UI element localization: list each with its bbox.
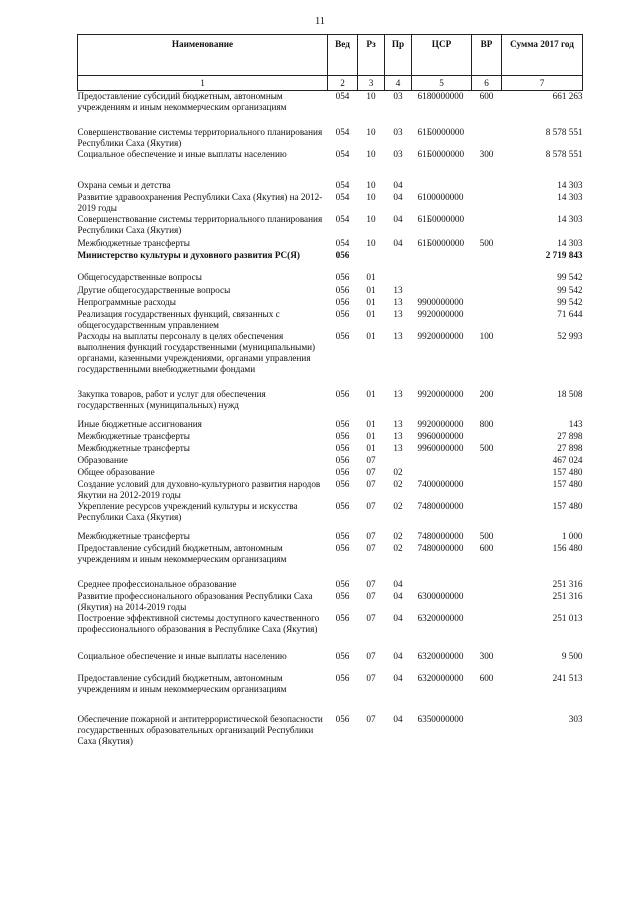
cell-rz: 10 (366, 237, 376, 248)
cell-name: Создание условий для духовно-культурного развития народов Якутии на 2012-2019 годы (77, 478, 321, 500)
column-number: 6 (472, 76, 502, 91)
cell-rz: 10 (366, 91, 376, 101)
cell-rz: 01 (366, 330, 376, 341)
cell-ved: 056 (335, 249, 350, 260)
cell-pr: 13 (393, 418, 403, 429)
cell-pr: 04 (393, 213, 403, 224)
cell-ved: 056 (335, 388, 350, 399)
cell-name: Предоставление субсидий бюджетным, автономным учреждениям и иным некоммерческим организациям (77, 91, 287, 112)
cell-rz: 07 (366, 466, 376, 477)
table-row (78, 214, 583, 238)
table-body (78, 91, 583, 759)
cell-vr: 600 (479, 542, 494, 553)
cell-name: Построение эффективной системы доступного качественного профессионального образования в Республике Саха (Якутия) (77, 612, 320, 634)
cell-sum: 52 993 (557, 330, 583, 341)
cell-csr: 9920000000 (417, 308, 464, 319)
cell-vr: 600 (479, 91, 494, 101)
table-row (78, 443, 583, 455)
cell-csr: 9900000000 (417, 296, 464, 307)
cell-name: Межбюджетные трансферты (77, 237, 190, 248)
cell-vr (472, 613, 502, 651)
cell-pr (385, 250, 412, 272)
cell-csr (412, 455, 472, 467)
table-row (78, 297, 583, 309)
cell-vr (472, 309, 502, 331)
cell-ved: 056 (335, 308, 350, 319)
cell-ved: 054 (335, 213, 350, 224)
page-number: 11 (314, 16, 326, 27)
table-row (78, 591, 583, 613)
cell-csr (412, 272, 472, 285)
cell-csr: 6100000000 (417, 191, 464, 202)
table-row (78, 455, 583, 467)
cell-csr: 6320000000 (417, 612, 464, 623)
table-row (78, 543, 583, 579)
table-header (78, 35, 583, 91)
cell-sum: 251 013 (552, 612, 583, 623)
cell-sum: 157 480 (552, 478, 583, 489)
cell-name: Межбюджетные трансферты (77, 430, 190, 441)
header-ved: Вед (328, 35, 358, 76)
column-number: 4 (385, 76, 412, 91)
cell-rz: 07 (366, 612, 376, 623)
cell-pr: 02 (393, 530, 403, 541)
cell-ved: 056 (335, 530, 350, 541)
cell-rz: 07 (366, 650, 376, 661)
cell-ved: 054 (335, 191, 350, 202)
cell-ved: 054 (335, 179, 350, 190)
cell-pr: 13 (393, 330, 403, 341)
cell-rz: 01 (366, 308, 376, 319)
cell-name: Межбюджетные трансферты (77, 442, 190, 453)
cell-vr: 500 (479, 530, 494, 541)
header-name: Наименование (78, 35, 328, 76)
cell-rz: 10 (366, 191, 376, 202)
cell-rz: 07 (366, 672, 376, 683)
cell-name: Общегосударственные вопросы (77, 271, 202, 282)
cell-ved: 054 (335, 148, 350, 159)
cell-vr (472, 467, 502, 479)
cell-csr: 9920000000 (417, 388, 464, 399)
cell-csr: 61Б0000000 (417, 213, 465, 224)
cell-ved: 056 (335, 296, 350, 307)
cell-rz: 01 (366, 388, 376, 399)
table-row (78, 272, 583, 285)
cell-vr (472, 591, 502, 613)
cell-sum: 157 480 (552, 500, 583, 511)
table-row (78, 127, 583, 149)
cell-sum: 2 719 843 (545, 249, 583, 260)
cell-sum: 18 508 (557, 388, 583, 399)
column-number: 1 (78, 76, 328, 91)
cell-pr: 04 (393, 650, 403, 661)
cell-sum: 9 500 (561, 650, 583, 661)
column-number: 7 (502, 76, 583, 91)
cell-vr: 100 (479, 330, 494, 341)
cell-pr: 13 (393, 284, 403, 295)
table-row (78, 579, 583, 591)
cell-pr: 04 (393, 578, 403, 589)
cell-csr: 7480000000 (417, 500, 464, 511)
cell-vr (472, 272, 502, 285)
cell-sum: 99 542 (557, 296, 583, 307)
table-row (78, 651, 583, 673)
cell-name: Расходы на выплаты персоналу в целях обеспечения выполнения функций государственными (муниципальными) органами, казенными учреждениями, органами управления государственными внебюджетными фондами (77, 330, 316, 374)
cell-csr: 6300000000 (417, 590, 464, 601)
cell-name: Обеспечение пожарной и антитеррористической безопасности государственных образовательных организаций Республики Саха (Якутия) (77, 713, 323, 746)
cell-pr: 02 (393, 542, 403, 553)
cell-vr (472, 714, 502, 759)
cell-name: Укрепление ресурсов учреждений культуры и искусства Республики Саха (Якутия) (77, 500, 298, 522)
cell-sum: 14 303 (557, 237, 583, 248)
cell-ved: 056 (335, 590, 350, 601)
cell-csr: 9960000000 (417, 442, 464, 453)
cell-ved: 056 (335, 672, 350, 683)
table-row (78, 309, 583, 331)
cell-pr: 13 (393, 308, 403, 319)
cell-csr: 9960000000 (417, 430, 464, 441)
cell-vr (472, 127, 502, 149)
table-row (78, 531, 583, 543)
cell-pr: 04 (393, 672, 403, 683)
cell-vr: 300 (479, 148, 494, 159)
cell-vr (472, 180, 502, 192)
cell-sum: 303 (568, 713, 583, 724)
cell-rz: 07 (366, 713, 376, 724)
cell-ved: 054 (335, 91, 350, 101)
cell-ved: 056 (335, 418, 350, 429)
cell-vr: 800 (479, 418, 494, 429)
cell-name: Образование (77, 454, 128, 465)
cell-csr: 9920000000 (417, 330, 464, 341)
cell-ved: 056 (335, 713, 350, 724)
cell-name: Развитие профессионального образования Республики Саха (Якутия) на 2014-2019 годы (77, 590, 313, 612)
header-pr: Пр (385, 35, 412, 76)
table-row (78, 192, 583, 214)
cell-ved: 056 (335, 650, 350, 661)
cell-ved: 054 (335, 126, 350, 137)
cell-name: Совершенствование системы территориального планирования Республики Саха (Якутия) (77, 126, 323, 148)
cell-pr: 04 (393, 713, 403, 724)
cell-pr (385, 272, 412, 285)
cell-pr: 03 (393, 148, 403, 159)
cell-rz: 01 (366, 430, 376, 441)
cell-vr (472, 579, 502, 591)
cell-pr: 03 (393, 91, 403, 101)
cell-sum: 27 898 (557, 430, 583, 441)
cell-rz: 07 (366, 578, 376, 589)
cell-sum: 661 263 (552, 91, 583, 101)
cell-vr (472, 455, 502, 467)
cell-sum: 1 000 (561, 530, 583, 541)
cell-pr: 02 (393, 500, 403, 511)
cell-pr: 13 (393, 296, 403, 307)
cell-rz: 01 (366, 418, 376, 429)
cell-csr: 6320000000 (417, 650, 464, 661)
cell-sum: 27 898 (557, 442, 583, 453)
cell-ved: 056 (335, 430, 350, 441)
column-number: 2 (328, 76, 358, 91)
cell-csr: 7480000000 (417, 542, 464, 553)
cell-name: Развитие здравоохранения Республики Саха (Якутия) на 2012-2019 годы (77, 191, 323, 213)
cell-name: Общее образование (77, 466, 155, 477)
cell-rz: 10 (366, 148, 376, 159)
cell-name: Среднее профессиональное образование (77, 578, 237, 589)
cell-ved: 056 (335, 454, 350, 465)
cell-sum: 99 542 (557, 271, 583, 282)
cell-name: Предоставление субсидий бюджетным, автономным учреждениям и иным некоммерческим организациям (77, 672, 287, 694)
cell-csr (412, 180, 472, 192)
cell-rz: 07 (366, 590, 376, 601)
cell-csr: 7480000000 (417, 530, 464, 541)
cell-name: Иные бюджетные ассигнования (77, 418, 202, 429)
cell-sum: 156 480 (552, 542, 583, 553)
cell-sum: 14 303 (557, 191, 583, 202)
cell-rz: 07 (366, 454, 376, 465)
cell-ved: 054 (335, 237, 350, 248)
cell-vr: 500 (479, 237, 494, 248)
cell-pr: 13 (393, 388, 403, 399)
cell-rz: 01 (366, 284, 376, 295)
cell-vr (472, 214, 502, 238)
cell-rz: 07 (366, 478, 376, 489)
cell-rz: 07 (366, 530, 376, 541)
cell-csr: 6180000000 (417, 91, 464, 101)
cell-sum: 71 644 (557, 308, 583, 319)
cell-pr: 13 (393, 442, 403, 453)
cell-rz: 10 (366, 213, 376, 224)
table-row (78, 467, 583, 479)
cell-rz: 01 (366, 271, 376, 282)
cell-rz (358, 250, 385, 272)
cell-name: Социальное обеспечение и иные выплаты населению (77, 148, 287, 159)
column-number: 3 (358, 76, 385, 91)
cell-name: Межбюджетные трансферты (77, 530, 190, 541)
cell-name: Закупка товаров, работ и услуг для обеспечения государственных (муниципальных) нужд (77, 388, 266, 410)
cell-sum: 467 024 (552, 454, 583, 465)
cell-vr: 600 (479, 672, 494, 683)
cell-rz: 01 (366, 296, 376, 307)
cell-vr (472, 285, 502, 297)
cell-vr (472, 479, 502, 501)
cell-ved: 056 (335, 442, 350, 453)
cell-ved: 056 (335, 284, 350, 295)
header-csr: ЦСР (412, 35, 472, 76)
table-row (78, 149, 583, 180)
cell-csr: 9920000000 (417, 418, 464, 429)
cell-rz: 10 (366, 126, 376, 137)
cell-vr (472, 501, 502, 531)
cell-rz: 01 (366, 442, 376, 453)
cell-pr: 02 (393, 478, 403, 489)
cell-name: Реализация государственных функций, связанных с общегосударственным управлением (77, 308, 280, 330)
header-sum: Сумма 2017 год (502, 35, 583, 76)
cell-ved: 056 (335, 466, 350, 477)
cell-vr: 200 (479, 388, 494, 399)
cell-sum: 251 316 (552, 590, 583, 601)
cell-name: Охрана семьи и детства (77, 179, 171, 190)
cell-ved: 056 (335, 271, 350, 282)
cell-pr: 04 (393, 612, 403, 623)
cell-sum: 99 542 (557, 284, 583, 295)
cell-rz: 10 (366, 179, 376, 190)
table-row (78, 91, 583, 127)
cell-csr: 6350000000 (417, 713, 464, 724)
cell-ved: 056 (335, 330, 350, 341)
cell-rz: 07 (366, 500, 376, 511)
cell-pr (385, 455, 412, 467)
cell-csr (412, 250, 472, 272)
cell-sum: 8 578 551 (545, 126, 583, 137)
table-row (78, 431, 583, 443)
cell-ved: 056 (335, 500, 350, 511)
cell-pr: 04 (393, 590, 403, 601)
cell-vr: 300 (479, 650, 494, 661)
cell-name: Совершенствование системы территориального планирования Республики Саха (Якутия) (77, 213, 323, 235)
cell-sum: 251 316 (552, 578, 583, 589)
column-number-row (78, 76, 583, 91)
table-row (78, 180, 583, 192)
cell-pr: 03 (393, 126, 403, 137)
table-row (78, 714, 583, 759)
cell-csr: 7400000000 (417, 478, 464, 489)
cell-sum: 157 480 (552, 466, 583, 477)
cell-vr (472, 192, 502, 214)
cell-csr (412, 467, 472, 479)
cell-vr: 500 (479, 442, 494, 453)
cell-ved: 056 (335, 612, 350, 623)
table-row (78, 331, 583, 389)
cell-ved: 056 (335, 542, 350, 553)
cell-ved: 056 (335, 478, 350, 489)
cell-vr (472, 431, 502, 443)
cell-pr: 13 (393, 430, 403, 441)
header-row (78, 35, 583, 76)
cell-sum: 14 303 (557, 213, 583, 224)
cell-ved: 056 (335, 578, 350, 589)
cell-csr: 61Б0000000 (417, 237, 465, 248)
cell-sum: 14 303 (557, 179, 583, 190)
column-number: 5 (412, 76, 472, 91)
table-row (78, 419, 583, 431)
header-vr: ВР (472, 35, 502, 76)
cell-csr (412, 285, 472, 297)
table-row (78, 238, 583, 250)
table-row (78, 501, 583, 531)
cell-pr: 04 (393, 191, 403, 202)
cell-name: Предоставление субсидий бюджетным, автономным учреждениям и иным некоммерческим организациям (77, 542, 287, 564)
cell-pr: 04 (393, 179, 403, 190)
cell-sum: 241 513 (552, 672, 583, 683)
cell-sum: 8 578 551 (545, 148, 583, 159)
table-row (78, 389, 583, 419)
cell-csr: 6320000000 (417, 672, 464, 683)
cell-csr (412, 579, 472, 591)
cell-name: Другие общегосударственные вопросы (77, 284, 231, 295)
cell-sum: 143 (568, 418, 583, 429)
cell-name: Социальное обеспечение и иные выплаты населению (77, 650, 287, 661)
header-rz: Рз (358, 35, 385, 76)
cell-vr (472, 250, 502, 272)
cell-pr: 02 (393, 466, 403, 477)
cell-name: Министерство культуры и духовного развития РС(Я) (77, 249, 300, 260)
table-row (78, 613, 583, 651)
table-row (78, 285, 583, 297)
table-row (78, 479, 583, 501)
cell-vr (472, 297, 502, 309)
cell-rz: 07 (366, 542, 376, 553)
cell-csr: 61Б0000000 (417, 148, 465, 159)
table-row (78, 673, 583, 714)
budget-table (77, 34, 583, 759)
cell-name: Непрограммные расходы (77, 296, 176, 307)
table-row (78, 250, 583, 272)
cell-csr: 61Б0000000 (417, 126, 465, 137)
cell-pr: 04 (393, 237, 403, 248)
